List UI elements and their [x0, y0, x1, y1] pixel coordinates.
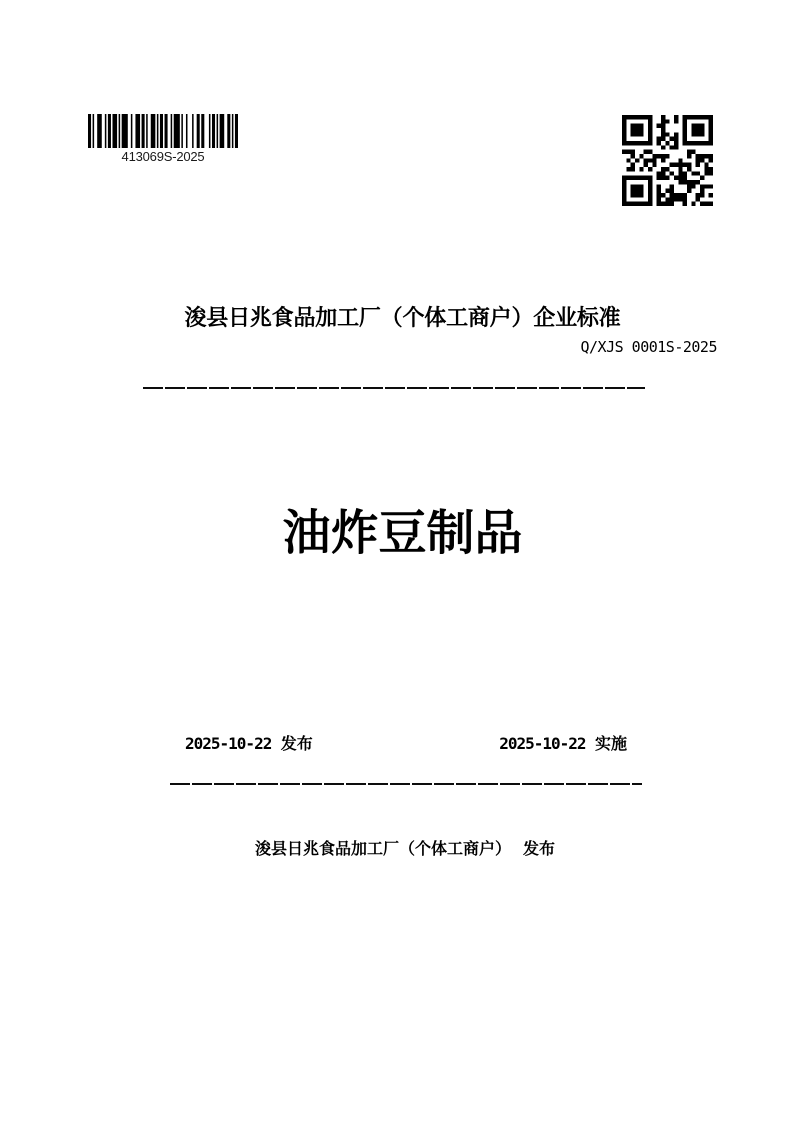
release-date-group — [185, 731, 313, 754]
divider-top — [143, 387, 645, 389]
standard-number: Q/XJS 0001S-2025 — [580, 338, 717, 356]
implement-label: 实施 — [594, 736, 627, 753]
barcode-icon — [88, 114, 238, 148]
company-title: 浚县日兆食品加工厂（个体工商户）企业标准 — [184, 305, 621, 330]
barcode-label: 413069S-2025 — [121, 149, 205, 164]
implement-date: 2025-10-22 — [499, 734, 586, 753]
qr-code-icon — [622, 115, 713, 206]
qr-code-block — [622, 115, 713, 206]
dates-row — [185, 731, 627, 754]
divider-bottom — [170, 783, 642, 785]
document-title: 油炸豆制品 — [282, 507, 523, 560]
footer-issuer: 浚县日兆食品加工厂（个体工商户） — [254, 841, 511, 858]
implement-date-group — [499, 731, 627, 754]
footer-publish-label: 发布 — [523, 841, 556, 858]
release-label: 发布 — [280, 736, 313, 753]
footer-issuer-line — [0, 836, 793, 859]
release-date: 2025-10-22 — [185, 734, 272, 753]
barcode-block — [88, 114, 238, 164]
